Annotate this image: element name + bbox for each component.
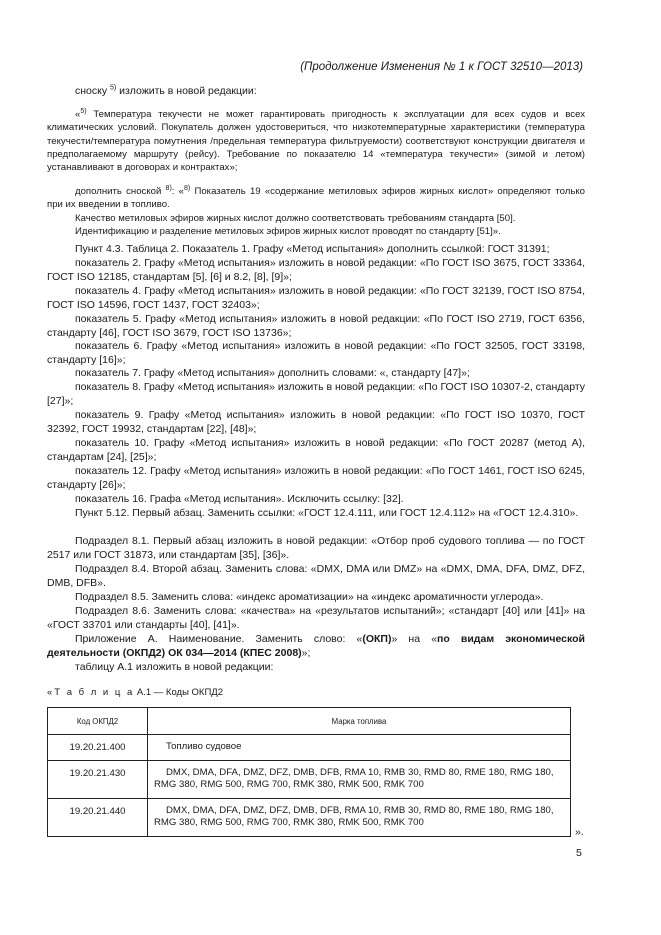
paragraph: показатель 5. Графу «Метод испытания» изложить в новой редакции: «По ГОСТ ISO 2719, ГОСТ 6356, стандарту [46], ГОСТ ISO 3679, ГОСТ ISO 13736»; xyxy=(47,313,585,339)
table-caption xyxy=(47,687,223,698)
mark-text: DMX, DMA, DFA, DMZ, DFZ, DMB, DFB, RMA 10, RMB 30, RMD 80, RME 180, RMG 180, RMG 380, RMG 500, RMG 700, RMK 380, RMK 500, RMK 700 xyxy=(154,767,554,791)
column-header-code: Код ОКПД2 xyxy=(48,708,148,735)
running-header: (Продолжение Изменения № 1 к ГОСТ 32510—2013) xyxy=(300,61,583,73)
table-caption-prefix: «Т а б л и ц а xyxy=(47,687,135,698)
table-row xyxy=(48,761,571,799)
paragraph: дополнить сноской $^{8)}$: «$^{8)}$ Показатель 19 «содержание метиловых эфиров жирных кислот» определяют только при их введении в топливо. xyxy=(47,184,585,211)
page-number: 5 xyxy=(576,847,582,859)
paragraph: показатель 16. Графа «Метод испытания». Исключить ссылку: [32]. xyxy=(75,493,404,505)
table-closing-quote: ». xyxy=(575,826,584,838)
paragraph: Пункт 5.12. Первый абзац. Заменить ссылки: «ГОСТ 12.4.111, или ГОСТ 12.4.112» на «ГОСТ 12.4.310». xyxy=(75,507,579,519)
paragraph: «$^{5)}$ Температура текучести не может гарантировать пригодность к эксплуатации для всех судов и всех климатических условий. Покупатель должен удостовериться, что низкотемпературные характеристики (температура текучести/температура помутнения /предельная температура фильтруемости) соответствуют конструкции двигателя и предполагаемому маршруту (рейсу). Требование по показателю 14 «температура текучести» (зимой и летом) устанавливают в договорах и контрактах»; xyxy=(47,107,585,174)
table-caption-title: А.1 — Коды ОКПД2 xyxy=(136,687,224,698)
paragraph: Качество метиловых эфиров жирных кислот должно соответствовать требованиям стандарта [50]. xyxy=(75,213,516,224)
paragraph: Подраздел 8.4. Второй абзац. Заменить слова: «DMX, DMA или DMZ» на «DMX, DMA, DFA, DMZ, DFZ, DMB, DFB». xyxy=(47,563,585,589)
paragraph: Подраздел 8.5. Заменить слова: «индекс ароматизации» на «индекс ароматичности углерода». xyxy=(75,591,544,603)
paragraph: показатель 10. Графу «Метод испытания» изложить в новой редакции: «По ГОСТ 20287 (метод А), стандартам [24], [25]»; xyxy=(47,437,585,463)
code-cell: 19.20.21.400 xyxy=(48,735,148,761)
paragraph: таблицу А.1 изложить в новой редакции: xyxy=(75,661,274,673)
code-cell: 19.20.21.440 xyxy=(48,798,148,836)
paragraph: показатель 6. Графу «Метод испытания» изложить в новой редакции: «По ГОСТ 32505, ГОСТ 33198, стандарту [16]»; xyxy=(47,340,585,366)
paragraph: показатель 2. Графу «Метод испытания» изложить в новой редакции: «По ГОСТ ISO 3675, ГОСТ 33364, ГОСТ ISO 12185, стандартам [5], [6] и 8.2, [8], [9]»; xyxy=(47,257,585,283)
mark-cell xyxy=(148,761,571,799)
paragraph: показатель 9. Графу «Метод испытания» изложить в новой редакции: «По ГОСТ ISO 10370, ГОСТ 32392, ГОСТ 19932, стандартам [22], [48]»; xyxy=(47,409,585,435)
paragraph: показатель 8. Графу «Метод испытания» изложить в новой редакции: «По ГОСТ ISO 10307-2, стандарту [27]»; xyxy=(47,381,585,407)
paragraph: Подраздел 8.1. Первый абзац изложить в новой редакции: «Отбор проб судового топлива — по ГОСТ 2517 или ГОСТ 31873, или стандартам [35], [36]». xyxy=(47,535,585,561)
paragraph: Пункт 4.3. Таблица 2. Показатель 1. Графу «Метод испытания» дополнить ссылкой: ГОСТ 31391; xyxy=(75,243,550,255)
okpd2-table xyxy=(47,707,571,837)
paragraph: Приложение А. Наименование. Заменить слово: «(ОКП)» на «по видам экономической деятельности (ОКПД2) ОК 034—2014 (КПЕС 2008)»; xyxy=(47,633,585,659)
paragraph: сноску $^{5)}$ изложить в новой редакции: xyxy=(75,84,257,97)
mark-text: Топливо судовое xyxy=(166,741,242,752)
paragraph: показатель 12. Графу «Метод испытания» изложить в новой редакции: «По ГОСТ 1461, ГОСТ ISO 6245, стандарту [26]»; xyxy=(47,465,585,491)
table-row xyxy=(48,798,571,836)
paragraph: показатель 4. Графу «Метод испытания» изложить в новой редакции: «По ГОСТ 32139, ГОСТ ISO 8754, ГОСТ ISO 14596, ГОСТ 1437, ГОСТ 32403»; xyxy=(47,285,585,311)
mark-cell xyxy=(148,735,571,761)
table-row xyxy=(48,735,571,761)
column-header-mark: Марка топлива xyxy=(148,708,571,735)
mark-text: DMX, DMA, DFA, DMZ, DFZ, DMB, DFB, RMA 10, RMB 30, RMD 80, RME 180, RMG 180, RMG 380, RMG 500, RMG 700, RMK 380, RMK 500, RMK 700 xyxy=(154,804,554,829)
paragraph: Подраздел 8.6. Заменить слова: «качества» на «результатов испытаний»; «стандарт [40] или [41]» на «ГОСТ 33701 или стандарты [40], [41]». xyxy=(47,605,585,631)
mark-cell xyxy=(148,798,571,836)
paragraph: Идентификацию и разделение метиловых эфиров жирных кислот проводят по стандарту [51]». xyxy=(75,226,501,237)
code-cell: 19.20.21.430 xyxy=(48,761,148,799)
paragraph: показатель 7. Графу «Метод испытания» дополнить словами: «, стандарту [47]»; xyxy=(75,367,470,379)
